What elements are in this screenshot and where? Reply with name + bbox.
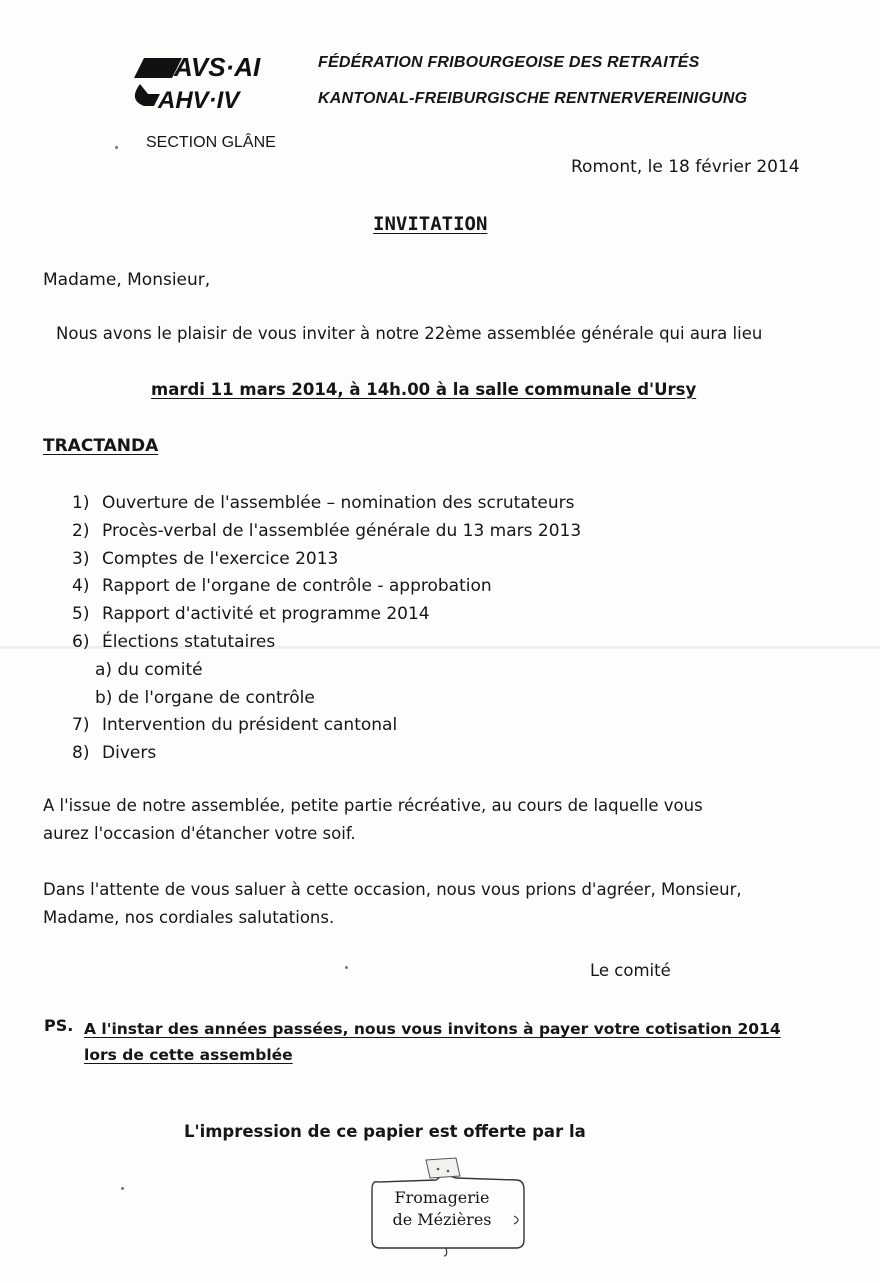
agenda-item: 3) Comptes de l'exercice 2013 [72, 548, 339, 569]
regards-paragraph: Dans l'attente de vous saluer à cette occasion, nous vous prions d'agréer, Monsieur, Madame, nos cordiales salutations. [43, 880, 742, 927]
agenda-item: 4) Rapport de l'organe de contrôle - approbation [72, 576, 492, 597]
agenda-subitem: b) de l'organe de contrôle [95, 687, 315, 708]
agenda-item: 8) Divers [72, 743, 157, 764]
section-name: SECTION GLÂNE [146, 134, 276, 151]
agenda-item: 7) Intervention du président cantonal [72, 715, 398, 736]
org-name-fr: FÉDÉRATION FRIBOURGEOISE DES RETRAITÉS [318, 54, 700, 71]
svg-text:AHV·IV: AHV·IV [158, 87, 240, 114]
svg-text:AVS·AI: AVS·AI [174, 52, 261, 82]
letter-date: Romont, le 18 février 2014 [571, 157, 800, 177]
agenda-item: 1) Ouverture de l'assemblée – nomination des scrutateurs [72, 493, 575, 513]
salutation: Madame, Monsieur, [43, 270, 211, 290]
signature: Le comité [590, 961, 671, 980]
printed-by-text: L'impression de ce papier est offerte par la [184, 1122, 586, 1141]
ps-note: A l'instar des années passées, nous vous invitons à payer votre cotisation 2014 lors de cette assemblée [84, 1020, 781, 1064]
closing-paragraph: A l'issue de notre assemblée, petite partie récréative, au cours de laquelle vous aurez l'occasion d'étancher votre soif. [43, 796, 703, 843]
paper-speck [121, 1187, 124, 1190]
event-details: mardi 11 mars 2014, à 14h.00 à la salle communale d'Ursy [151, 380, 697, 399]
agenda-list [72, 490, 581, 768]
agenda-item: 2) Procès-verbal de l'assemblée générale du 13 mars 2013 [72, 520, 582, 541]
org-name-de: KANTONAL-FREIBURGISCHE RENTNERVEREINIGUNG [318, 90, 748, 107]
paper-speck [345, 966, 348, 969]
agenda-item: 5) Rapport d'activité et programme 2014 [72, 604, 430, 625]
sponsor-name: Fromagerie de Mézières [392, 1188, 492, 1229]
letter-title: INVITATION [373, 213, 488, 235]
paper-speck [115, 146, 118, 149]
agenda-subitem: a) du comité [95, 659, 203, 680]
agenda-item: 6) Élections statutaires [72, 631, 276, 652]
ps-label: PS. [44, 1016, 74, 1035]
avs-ahv-logo [132, 48, 298, 114]
intro-text: Nous avons le plaisir de vous inviter à notre 22ème assemblée générale qui aura lieu [56, 324, 763, 343]
agenda-heading: TRACTANDA [43, 436, 159, 456]
